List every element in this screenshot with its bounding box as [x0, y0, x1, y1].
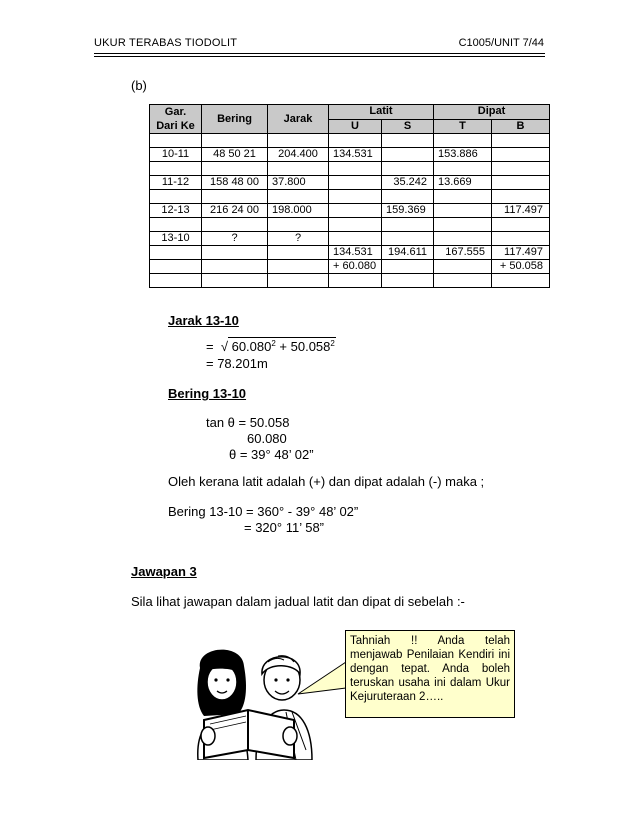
cell-b: 117.497 — [492, 204, 550, 218]
table-header-row — [150, 105, 550, 120]
cell-jarak: 198.000 — [268, 204, 329, 218]
cell-s: 35.242 — [382, 176, 434, 190]
cell-u — [329, 204, 382, 218]
cell-u: 134.531 — [329, 148, 382, 162]
cell-jarak: ? — [268, 232, 329, 246]
jarak-title: Jarak 13-10 — [168, 313, 239, 328]
cell-line: 12-13 — [150, 204, 202, 218]
spacer-row — [150, 190, 550, 204]
theta-line: θ = 39° 48’ 02” — [229, 447, 314, 462]
totals-row — [150, 246, 550, 260]
bering-calc-1: Bering 13-10 = 360° - 39° 48’ 02” — [168, 504, 359, 519]
section-label: (b) — [131, 78, 147, 93]
col-t: T — [434, 119, 492, 134]
cell-bering: 158 48 00 — [202, 176, 268, 190]
cell-line: 11-12 — [150, 176, 202, 190]
spacer-row — [150, 134, 550, 148]
total-b: 117.497 — [492, 246, 550, 260]
cell-bering: 216 24 00 — [202, 204, 268, 218]
cell-jarak: 37.800 — [268, 176, 329, 190]
col-gar: Gar. Dari Ke — [150, 105, 202, 134]
cell-b — [492, 148, 550, 162]
jarak-formula: = √ $60.080^2 + 50.058^2$ — [206, 339, 335, 354]
total-u: 134.531 — [329, 246, 382, 260]
cell-line: 13-10 — [150, 232, 202, 246]
spacer-row — [150, 162, 550, 176]
tan-denominator: 60.080 — [247, 431, 287, 446]
cell-line: 10-11 — [150, 148, 202, 162]
table-row — [150, 176, 550, 190]
congratulations-callout: Tahniah !! Anda telah menjawab Penilaian Kendiri ini dengan tepat. Anda boleh teruskan usaha ini dalam Ukur Kejuruteraan 2….. — [345, 630, 515, 718]
difference-row — [150, 260, 550, 274]
bering-title: Bering 13-10 — [168, 386, 247, 401]
bering-calc-2: = 320° 11’ 58” — [244, 520, 325, 535]
header-rule — [94, 53, 545, 54]
table-row — [150, 232, 550, 246]
col-s: S — [382, 119, 434, 134]
col-jarak: Jarak — [268, 105, 329, 134]
jarak-term1: 60.080 — [231, 339, 272, 354]
answer-text: Sila lihat jawapan dalam jadual latit dan dipat di sebelah :- — [131, 594, 465, 609]
spacer-row — [150, 274, 550, 288]
cell-s — [382, 148, 434, 162]
table-row — [150, 204, 550, 218]
total-t: 167.555 — [434, 246, 492, 260]
cell-t: 153.886 — [434, 148, 492, 162]
cell-t — [434, 204, 492, 218]
col-u: U — [329, 119, 382, 134]
cell-jarak: 204.400 — [268, 148, 329, 162]
cell-bering: ? — [202, 232, 268, 246]
spacer-row — [150, 218, 550, 232]
cell-bering: 48 50 21 — [202, 148, 268, 162]
total-s: 194.611 — [382, 246, 434, 260]
cell-s: 159.369 — [382, 204, 434, 218]
cell-u — [329, 232, 382, 246]
sqrt-overline — [228, 337, 336, 338]
jarak-result: = 78.201m — [206, 356, 268, 371]
col-b: B — [492, 119, 550, 134]
cell-t: 13.669 — [434, 176, 492, 190]
col-latit: Latit — [329, 105, 434, 120]
header-title: UKUR TERABAS TIODOLIT — [94, 37, 238, 49]
diff-u: + 60.080 — [329, 260, 382, 274]
cell-s — [382, 232, 434, 246]
statement: Oleh kerana latit adalah (+) dan dipat adalah (-) maka ; — [168, 474, 485, 489]
col-dipat: Dipat — [434, 105, 550, 120]
cell-t — [434, 232, 492, 246]
diff-b: + 50.058 — [492, 260, 550, 274]
callout-pointer — [296, 660, 348, 710]
cell-u — [329, 176, 382, 190]
col-bering: Bering — [202, 105, 268, 134]
header-page-ref: C1005/UNIT 7/44 — [458, 37, 544, 49]
answer-title: Jawapan 3 — [131, 564, 197, 579]
latit-dipat-table — [149, 104, 550, 288]
tan-line: tan θ = 50.058 — [206, 415, 290, 430]
table-row — [150, 148, 550, 162]
cell-b — [492, 232, 550, 246]
cell-b — [492, 176, 550, 190]
header-rule-double — [94, 56, 545, 57]
